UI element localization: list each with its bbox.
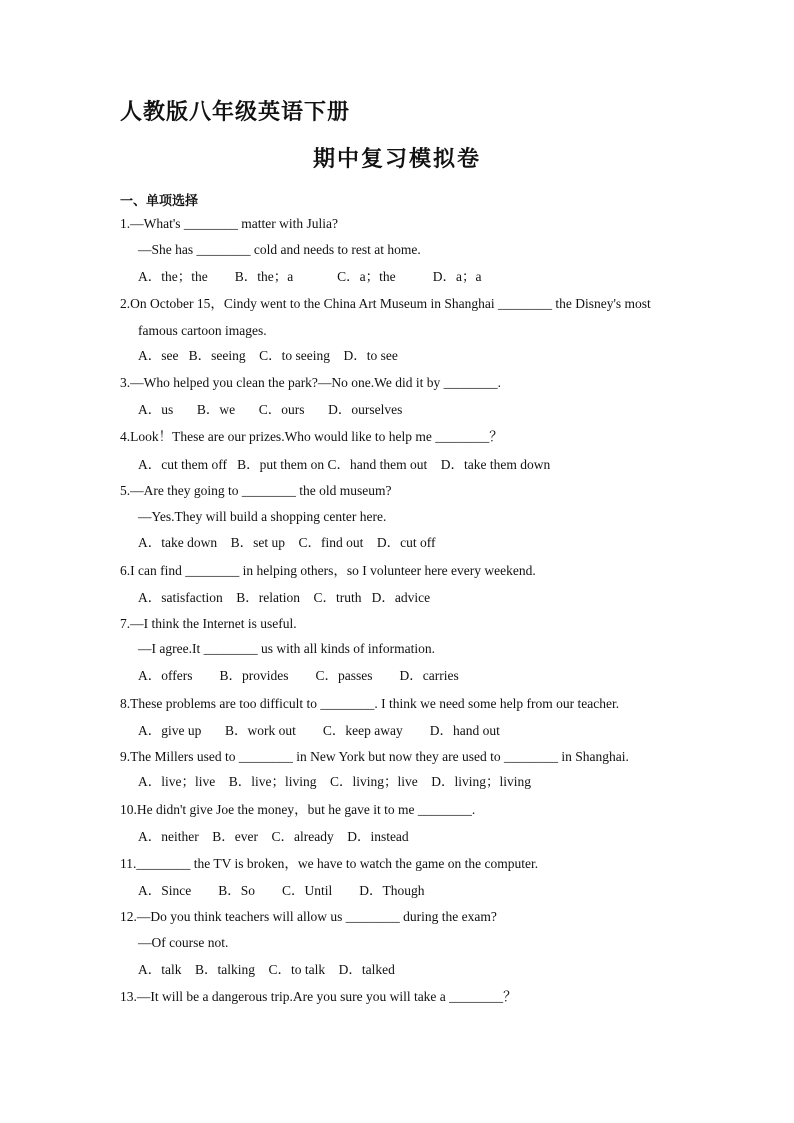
question-continuation: —I agree.It ________ us with all kinds of information. — [138, 641, 435, 656]
document-subtitle: 期中复习模拟卷 — [312, 146, 481, 172]
answer-options: A．satisfaction B．relation C．truth D．advice — [138, 590, 431, 605]
question-stem: 6.I can find ________ in helping others，so I volunteer here every weekend. — [120, 563, 536, 578]
question-continuation: —Yes.They will build a shopping center here. — [138, 509, 387, 524]
question-stem: 1.—What's ________ matter with Julia? — [120, 216, 339, 231]
answer-options: A．the；the B．the；a C．a；the D．a；a — [138, 269, 482, 284]
answer-options: A．cut them off B．put them on C．hand them out D．take them down — [138, 457, 551, 472]
document-title: 人教版八年级英语下册 — [120, 99, 351, 125]
question-stem: 5.—Are they going to ________ the old museum? — [120, 483, 392, 498]
question-stem: 7.—I think the Internet is useful. — [120, 616, 297, 631]
question-stem: 2.On October 15，Cindy went to the China Art Museum in Shanghai ________ the Disney's most — [120, 296, 651, 311]
answer-options: A．neither B．ever C．already D．instead — [138, 829, 409, 844]
answer-options: A．offers B．provides C．passes D．carries — [138, 668, 459, 683]
question-stem: 4.Look！These are our prizes.Who would like to help me ________？ — [120, 429, 503, 444]
question-continuation: —Of course not. — [138, 935, 229, 950]
question-stem: 3.—Who helped you clean the park?—No one.We did it by ________. — [120, 375, 501, 390]
question-continuation: famous cartoon images. — [138, 323, 267, 338]
question-continuation: —She has ________ cold and needs to rest at home. — [138, 242, 421, 257]
answer-options: A．take down B．set up C．find out D．cut off — [138, 535, 436, 550]
question-stem: 13.—It will be a dangerous trip.Are you sure you will take a ________？ — [120, 989, 517, 1004]
answer-options: A．live；live B．live；living C．living；live D．living；living — [138, 774, 531, 789]
question-stem: 8.These problems are too difficult to ________. I think we need some help from our teacher. — [120, 696, 620, 711]
answer-options: A．see B．seeing C．to seeing D．to see — [138, 348, 398, 363]
question-stem: 11.________ the TV is broken，we have to watch the game on the computer. — [120, 856, 539, 871]
answer-options: A．us B．we C．ours D．ourselves — [138, 402, 403, 417]
answer-options: A．Since B．So C．Until D．Though — [138, 883, 425, 898]
question-stem: 10.He didn't give Joe the money，but he gave it to me ________. — [120, 802, 476, 817]
question-stem: 9.The Millers used to ________ in New York but now they are used to ________ in Shanghai. — [120, 749, 629, 764]
section-heading: 一、单项选择 — [120, 194, 199, 209]
question-stem: 12.—Do you think teachers will allow us ________ during the exam? — [120, 909, 497, 924]
answer-options: A．talk B．talking C．to talk D．talked — [138, 962, 395, 977]
answer-options: A．give up B．work out C．keep away D．hand out — [138, 723, 500, 738]
